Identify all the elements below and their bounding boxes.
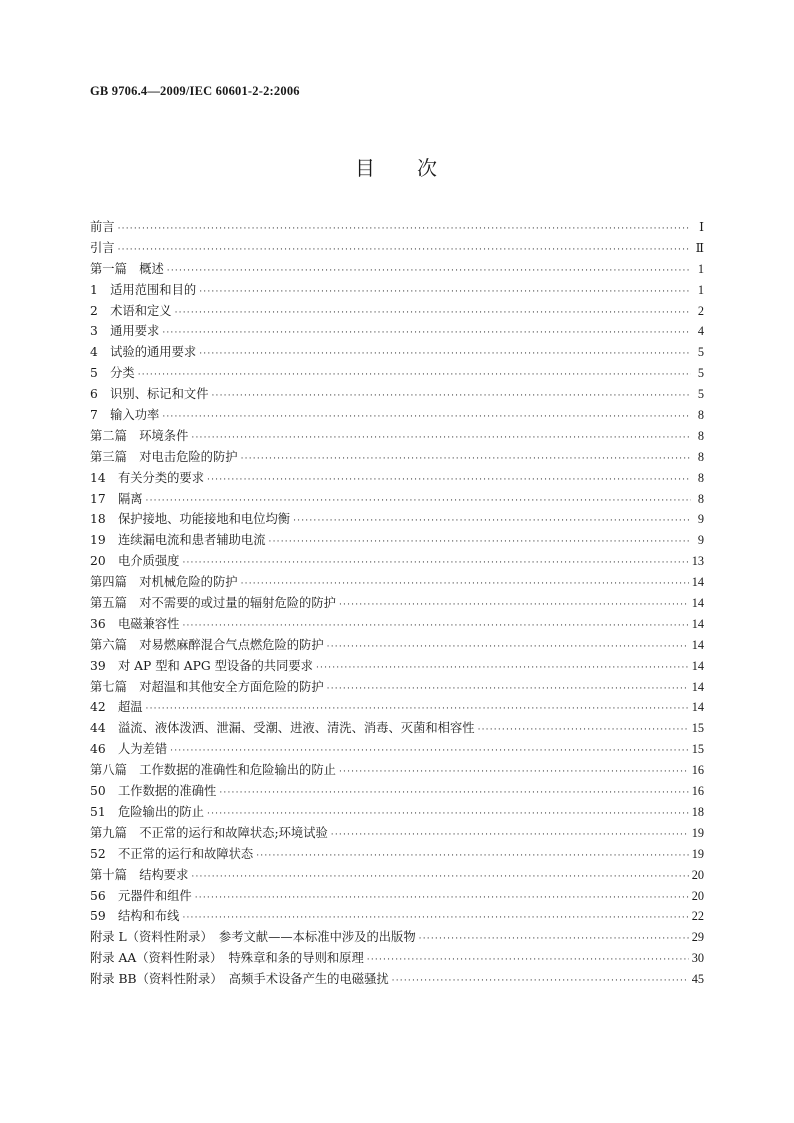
toc-entry-label: 17 隔离 xyxy=(90,491,143,506)
toc-entry[interactable] xyxy=(90,301,704,322)
toc-leader-dots xyxy=(191,428,691,447)
toc-entry-label: 39 对 AP 型和 APG 型设备的共同要求 xyxy=(90,658,313,673)
toc-entry-label: 14 有关分类的要求 xyxy=(90,470,205,485)
toc-entry-page: 18 xyxy=(691,804,704,819)
toc-entry-label: 19 连续漏电流和患者辅助电流 xyxy=(90,533,266,548)
toc-leader-dots xyxy=(182,908,688,927)
toc-entry-label: 36 电磁兼容性 xyxy=(90,616,180,631)
toc-entry[interactable] xyxy=(90,593,704,614)
toc-entry-label: 56 元器件和组件 xyxy=(90,888,192,903)
toc-leader-dots xyxy=(219,783,688,802)
toc-leader-dots xyxy=(195,888,689,907)
toc-entry-label: 前言 xyxy=(90,220,115,234)
toc-entry-label: 第十篇 结构要求 xyxy=(90,867,189,882)
toc-leader-dots xyxy=(199,282,691,301)
toc-entry-page: 30 xyxy=(691,951,704,966)
toc-entry-page: 8 xyxy=(697,408,704,423)
toc-entry-page: 15 xyxy=(691,742,704,757)
toc-entry-page: 14 xyxy=(691,575,704,590)
toc-leader-dots xyxy=(191,867,688,886)
toc-leader-dots xyxy=(331,825,689,844)
toc-entry-label: 第六篇 对易燃麻醉混合气点燃危险的防护 xyxy=(90,637,324,652)
toc-entry-page: 15 xyxy=(691,721,704,736)
toc-entry-label: 第七篇 对超温和其他安全方面危险的防护 xyxy=(90,679,324,694)
table-of-contents xyxy=(90,217,704,990)
toc-leader-dots xyxy=(212,386,692,405)
toc-entry-label: 第九篇 不正常的运行和故障状态;环境试验 xyxy=(90,825,328,840)
toc-leader-dots xyxy=(118,240,691,259)
toc-entry[interactable] xyxy=(90,321,704,342)
toc-entry-page: 14 xyxy=(691,616,704,631)
title-char-right: 次 xyxy=(417,156,439,180)
toc-entry-page: 9 xyxy=(697,512,704,527)
toc-entry[interactable] xyxy=(90,259,704,280)
toc-entry[interactable] xyxy=(90,781,704,802)
toc-leader-dots xyxy=(146,491,691,510)
toc-entry[interactable] xyxy=(90,760,704,781)
toc-leader-dots xyxy=(167,261,691,280)
toc-leader-dots xyxy=(170,741,689,760)
toc-entry-page: 45 xyxy=(691,972,704,987)
toc-entry[interactable] xyxy=(90,927,704,948)
toc-leader-dots xyxy=(478,720,689,739)
toc-entry[interactable] xyxy=(90,489,704,510)
toc-entry[interactable] xyxy=(90,865,704,886)
toc-entry[interactable] xyxy=(90,572,704,593)
toc-entry[interactable] xyxy=(90,426,704,447)
toc-entry-page: 1 xyxy=(697,282,704,297)
toc-leader-dots xyxy=(269,532,691,551)
toc-entry[interactable] xyxy=(90,280,704,301)
toc-entry-label: 20 电介质强度 xyxy=(90,554,180,569)
toc-entry-page: 16 xyxy=(691,763,704,778)
toc-leader-dots xyxy=(327,637,689,656)
toc-entry-page: 5 xyxy=(697,387,704,402)
toc-leader-dots xyxy=(367,950,689,969)
toc-leader-dots xyxy=(162,323,691,342)
toc-entry-page: 5 xyxy=(697,366,704,381)
toc-entry[interactable] xyxy=(90,530,704,551)
toc-leader-dots xyxy=(146,699,689,718)
toc-entry-label: 附录 BB（资料性附录） 高频手术设备产生的电磁骚扰 xyxy=(90,972,389,987)
toc-entry-label: 附录 AA（资料性附录） 特殊章和条的导则和原理 xyxy=(90,951,364,966)
toc-entry-label: 52 不正常的运行和故障状态 xyxy=(90,846,254,861)
toc-leader-dots xyxy=(339,595,689,614)
toc-entry-label: 第一篇 概述 xyxy=(90,261,164,276)
toc-entry-page: Ⅱ xyxy=(695,240,704,255)
toc-leader-dots xyxy=(118,219,691,238)
toc-entry-page: 14 xyxy=(691,637,704,652)
toc-entry-label: 引言 xyxy=(90,240,115,255)
toc-entry-page: 4 xyxy=(697,324,704,339)
toc-entry-page: 8 xyxy=(697,470,704,485)
toc-entry-label: 1 适用范围和目的 xyxy=(90,282,197,297)
toc-entry-label: 46 人为差错 xyxy=(90,742,168,757)
toc-leader-dots xyxy=(419,929,689,948)
toc-entry[interactable] xyxy=(90,802,704,823)
toc-entry-page: 14 xyxy=(691,700,704,715)
toc-leader-dots xyxy=(182,616,688,635)
toc-leader-dots xyxy=(392,971,689,990)
toc-entry-page: 1 xyxy=(697,261,704,276)
toc-entry-label: 附录 L（资料性附录） 参考文献——本标准中涉及的出版物 xyxy=(90,930,416,945)
toc-entry[interactable] xyxy=(90,948,704,969)
toc-entry-page: 14 xyxy=(691,679,704,694)
toc-leader-dots xyxy=(241,574,689,593)
toc-leader-dots xyxy=(138,365,691,384)
toc-entry-page: 8 xyxy=(697,449,704,464)
toc-entry[interactable] xyxy=(90,886,704,907)
toc-entry-label: 2 术语和定义 xyxy=(90,303,172,318)
toc-entry-label: 第三篇 对电击危险的防护 xyxy=(90,449,238,464)
toc-entry-page: 19 xyxy=(691,846,704,861)
toc-entry-label: 44 溢流、液体泼洒、泄漏、受潮、进液、清洗、消毒、灭菌和相容性 xyxy=(90,721,475,736)
toc-entry-page: 20 xyxy=(691,867,704,882)
toc-entry-label: 59 结构和布线 xyxy=(90,909,180,924)
toc-entry-label: 3 通用要求 xyxy=(90,324,160,339)
toc-leader-dots xyxy=(339,762,689,781)
toc-entry-page: 8 xyxy=(697,491,704,506)
toc-entry-page: 20 xyxy=(691,888,704,903)
toc-entry-page: 19 xyxy=(691,825,704,840)
toc-entry[interactable] xyxy=(90,906,704,927)
toc-entry-label: 第八篇 工作数据的准确性和危险输出的防止 xyxy=(90,763,336,778)
toc-entry-label: 第五篇 对不需要的或过量的辐射危险的防护 xyxy=(90,596,336,611)
toc-entry-label: 42 超温 xyxy=(90,700,143,715)
toc-entry[interactable] xyxy=(90,656,704,677)
toc-leader-dots xyxy=(199,344,691,363)
page-title xyxy=(0,152,794,181)
toc-entry[interactable] xyxy=(90,551,704,572)
toc-entry[interactable] xyxy=(90,509,704,530)
standard-code: GB 9706.4—2009/IEC 60601-2-2:2006 xyxy=(90,84,300,98)
toc-entry[interactable] xyxy=(90,718,704,739)
toc-entry[interactable] xyxy=(90,739,704,760)
toc-entry-page: 13 xyxy=(691,554,704,569)
toc-entry[interactable] xyxy=(90,969,704,990)
toc-leader-dots xyxy=(256,846,688,865)
toc-entry[interactable] xyxy=(90,405,704,426)
toc-leader-dots xyxy=(182,553,688,572)
toc-entry-page: 8 xyxy=(697,428,704,443)
toc-entry-page: 14 xyxy=(691,658,704,673)
toc-leader-dots xyxy=(293,511,691,530)
toc-entry-page: 16 xyxy=(691,784,704,799)
toc-entry[interactable] xyxy=(90,614,704,635)
toc-entry-page: 2 xyxy=(697,303,704,318)
toc-entry-page: 29 xyxy=(691,930,704,945)
toc-entry[interactable] xyxy=(90,677,704,698)
toc-entry-label: 第二篇 环境条件 xyxy=(90,428,189,443)
toc-entry[interactable] xyxy=(90,342,704,363)
toc-leader-dots xyxy=(327,679,689,698)
toc-entry[interactable] xyxy=(90,823,704,844)
toc-entry[interactable] xyxy=(90,447,704,468)
toc-leader-dots xyxy=(316,658,689,677)
toc-entry-page: Ⅰ xyxy=(699,220,704,234)
toc-entry[interactable] xyxy=(90,384,704,405)
toc-entry-page: 9 xyxy=(697,533,704,548)
toc-entry[interactable] xyxy=(90,844,704,865)
toc-entry[interactable] xyxy=(90,468,704,489)
toc-entry-label: 50 工作数据的准确性 xyxy=(90,784,217,799)
toc-entry[interactable] xyxy=(90,238,704,259)
toc-entry-label: 5 分类 xyxy=(90,366,135,381)
toc-entry-label: 51 危险输出的防止 xyxy=(90,804,205,819)
toc-entry[interactable] xyxy=(90,635,704,656)
toc-entry-page: 22 xyxy=(691,909,704,924)
toc-entry-label: 6 识别、标记和文件 xyxy=(90,387,209,402)
toc-entry-page: 5 xyxy=(697,345,704,360)
toc-entry-label: 第四篇 对机械危险的防护 xyxy=(90,575,238,590)
toc-entry-label: 4 试验的通用要求 xyxy=(90,345,197,360)
toc-entry-label: 18 保护接地、功能接地和电位均衡 xyxy=(90,512,291,527)
toc-leader-dots xyxy=(162,407,691,426)
toc-leader-dots xyxy=(241,449,691,468)
toc-entry-page: 14 xyxy=(691,596,704,611)
title-char-left: 目 xyxy=(355,156,377,180)
toc-leader-dots xyxy=(207,470,691,489)
toc-entry[interactable] xyxy=(90,697,704,718)
toc-leader-dots xyxy=(175,303,691,322)
toc-leader-dots xyxy=(207,804,689,823)
toc-entry[interactable] xyxy=(90,363,704,384)
toc-entry[interactable] xyxy=(90,217,704,238)
toc-entry-label: 7 输入功率 xyxy=(90,408,160,423)
